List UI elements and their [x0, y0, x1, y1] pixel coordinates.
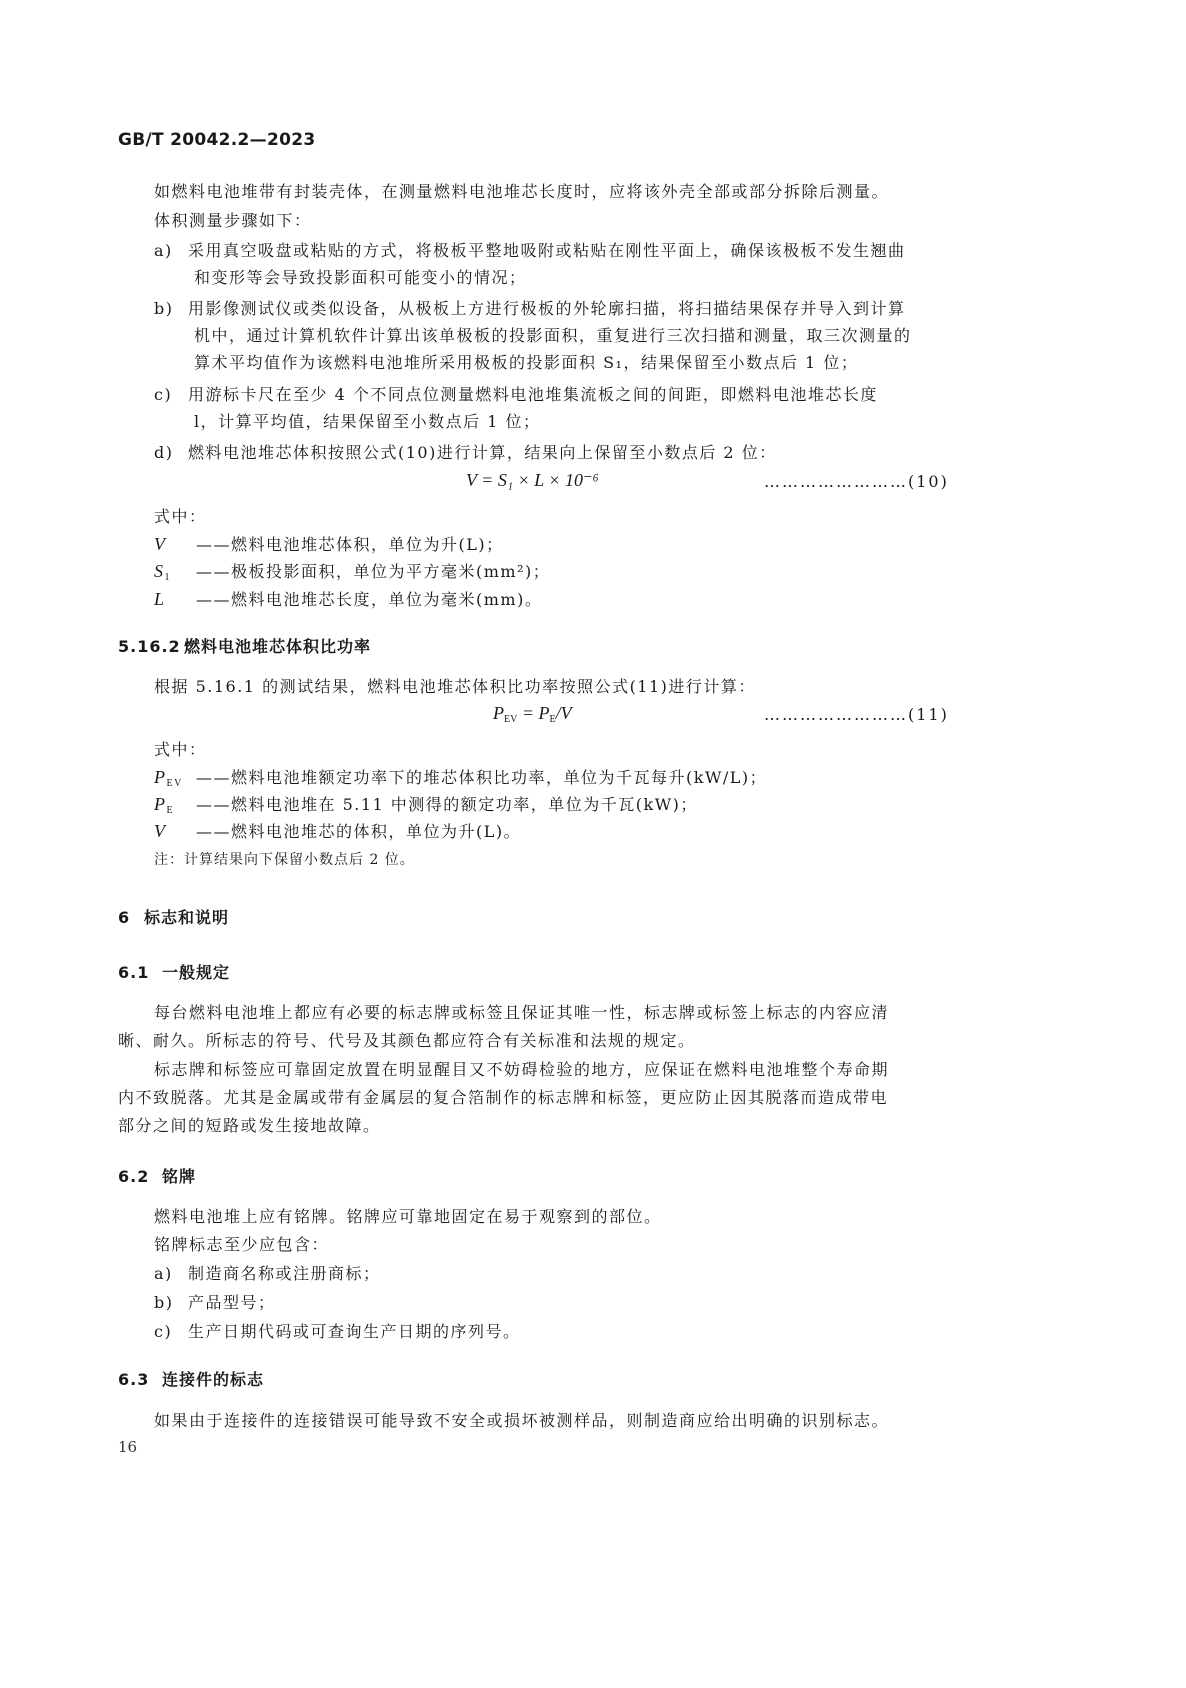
list-text: 燃料电池堆芯体积按照公式(10)进行计算，结果向上保留至小数点后 2 位：: [188, 443, 777, 462]
formula-11: $P_{EV} = P_E/V$: [493, 703, 572, 725]
list-text: 采用真空吸盘或粘贴的方式，将极板平整地吸附或粘贴在刚性平面上，确保该极板不发生翘曲: [188, 241, 906, 260]
section-number: 6.3: [118, 1370, 150, 1389]
list-item: [154, 240, 906, 262]
list-text: 生产日期代码或可查询生产日期的序列号。: [188, 1322, 521, 1341]
list-text: 用游标卡尺在至少 4 个不同点位测量燃料电池堆集流板之间的间距，即燃料电池堆芯长度: [188, 385, 878, 404]
variable-definition: [154, 820, 521, 843]
where-label: 式中：: [154, 507, 207, 526]
section-heading-6-2: [118, 1164, 196, 1187]
where-label: 式中：: [154, 740, 207, 759]
section-heading-5-16-2: [118, 634, 371, 657]
section-title: 标志和说明: [144, 908, 230, 927]
list-text-continued: l，计算平均值，结果保留至小数点后 1 位；: [194, 412, 541, 431]
paragraph-6-1b-line1: 标志牌和标签应可靠固定放置在明显醒目又不妨碍检验的地方，应保证在燃料电池堆整个寿命期: [154, 1060, 890, 1079]
section-number: 6.1: [118, 963, 150, 982]
list-item: [154, 1292, 276, 1314]
paragraph-steps-intro: 体积测量步骤如下：: [154, 211, 312, 230]
section-title: 连接件的标志: [162, 1370, 265, 1389]
list-label: b): [154, 1293, 174, 1312]
variable-symbol: $P_{EV}$: [154, 767, 183, 789]
section-title: 铭牌: [162, 1167, 197, 1186]
variable-description: ——燃料电池堆额定功率下的堆芯体积比功率，单位为千瓦每升(kW/L)；: [196, 768, 768, 787]
list-item: [154, 298, 906, 320]
variable-definition: [154, 793, 698, 822]
list-label: c): [154, 1322, 173, 1341]
section-number: 5.16.2: [118, 637, 181, 656]
list-text-continued: 算术平均值作为该燃料电池堆所采用极板的投影面积 S₁，结果保留至小数点后 1 位；: [194, 353, 859, 372]
list-item: [154, 1263, 381, 1285]
list-label: c): [154, 385, 173, 404]
list-item: [154, 442, 777, 464]
page-number: 16: [118, 1438, 138, 1456]
variable-symbol: L: [154, 589, 166, 609]
variable-description: ——燃料电池堆芯长度，单位为毫米(mm)。: [196, 590, 543, 609]
variable-description: ——燃料电池堆在 5.11 中测得的额定功率，单位为千瓦(kW)；: [196, 795, 698, 814]
formula-11-number: ……………………(11): [764, 705, 949, 724]
list-label: d): [154, 443, 174, 462]
section-heading-6: [118, 905, 229, 928]
variable-definition: [154, 766, 767, 795]
list-text: 用影像测试仪或类似设备，从极板上方进行极板的外轮廓扫描，将扫描结果保存并导入到计算: [188, 299, 906, 318]
section-heading-6-3: [118, 1367, 264, 1390]
variable-symbol: $S_1$: [154, 561, 171, 583]
paragraph-6-1b-line2: 内不致脱落。尤其是金属或带有金属层的复合箔制作的标志牌和标签，更应防止因其脱落而造成带电: [118, 1088, 889, 1107]
variable-symbol: V: [154, 821, 167, 841]
variable-definition: [154, 588, 542, 611]
formula-10: V = S₁ × L × 10⁻⁶: [466, 470, 599, 490]
section-title: 燃料电池堆芯体积比功率: [184, 637, 372, 656]
paragraph-6-1b-line3: 部分之间的短路或发生接地故障。: [118, 1116, 381, 1135]
variable-symbol: $P_E$: [154, 794, 175, 816]
section-heading-6-1: [118, 960, 230, 983]
variable-definition: [154, 533, 504, 556]
list-text: 产品型号；: [188, 1293, 276, 1312]
paragraph-6-1a-line1: 每台燃料电池堆上都应有必要的标志牌或标签且保证其唯一性，标志牌或标签上标志的内容应清: [154, 1003, 890, 1022]
paragraph-6-2: 燃料电池堆上应有铭牌。铭牌应可靠地固定在易于观察到的部位。: [154, 1207, 662, 1226]
list-text-continued: 和变形等会导致投影面积可能变小的情况；: [194, 268, 527, 287]
paragraph-nameplate-intro: 铭牌标志至少应包含：: [154, 1235, 330, 1254]
paragraph-5-16-2: 根据 5.16.1 的测试结果，燃料电池堆芯体积比功率按照公式(11)进行计算：: [154, 677, 756, 696]
formula-10-number: ……………………(10): [764, 472, 949, 491]
section-number: 6.2: [118, 1167, 150, 1186]
section-title: 一般规定: [162, 963, 231, 982]
variable-description: ——燃料电池堆芯体积，单位为升(L)；: [196, 535, 504, 554]
paragraph-6-3: 如果由于连接件的连接错误可能导致不安全或损坏被测样品，则制造商应给出明确的识别标志。: [154, 1411, 890, 1430]
list-text: 制造商名称或注册商标；: [188, 1264, 381, 1283]
variable-definition: [154, 560, 550, 589]
list-text-continued: 机中，通过计算机软件计算出该单极板的投影面积，重复进行三次扫描和测量，取三次测量的: [194, 326, 912, 345]
list-label: a): [154, 1264, 173, 1283]
list-item: [154, 1321, 521, 1343]
standard-number: GB/T 20042.2—2023: [118, 130, 316, 150]
variable-description: ——燃料电池堆芯的体积，单位为升(L)。: [196, 822, 522, 841]
variable-description: ——极板投影面积，单位为平方毫米(mm²)；: [196, 562, 551, 581]
list-label: b): [154, 299, 174, 318]
list-item: [154, 384, 878, 406]
list-label: a): [154, 241, 173, 260]
variable-symbol: V: [154, 534, 167, 554]
note: 注：计算结果向下保留小数点后 2 位。: [154, 852, 415, 868]
paragraph-intro: 如燃料电池堆带有封装壳体，在测量燃料电池堆芯长度时，应将该外壳全部或部分拆除后测量。: [154, 182, 890, 201]
paragraph-6-1a-line2: 晰、耐久。所标志的符号、代号及其颜色都应符合有关标准和法规的规定。: [118, 1031, 696, 1050]
section-number: 6: [118, 908, 131, 927]
